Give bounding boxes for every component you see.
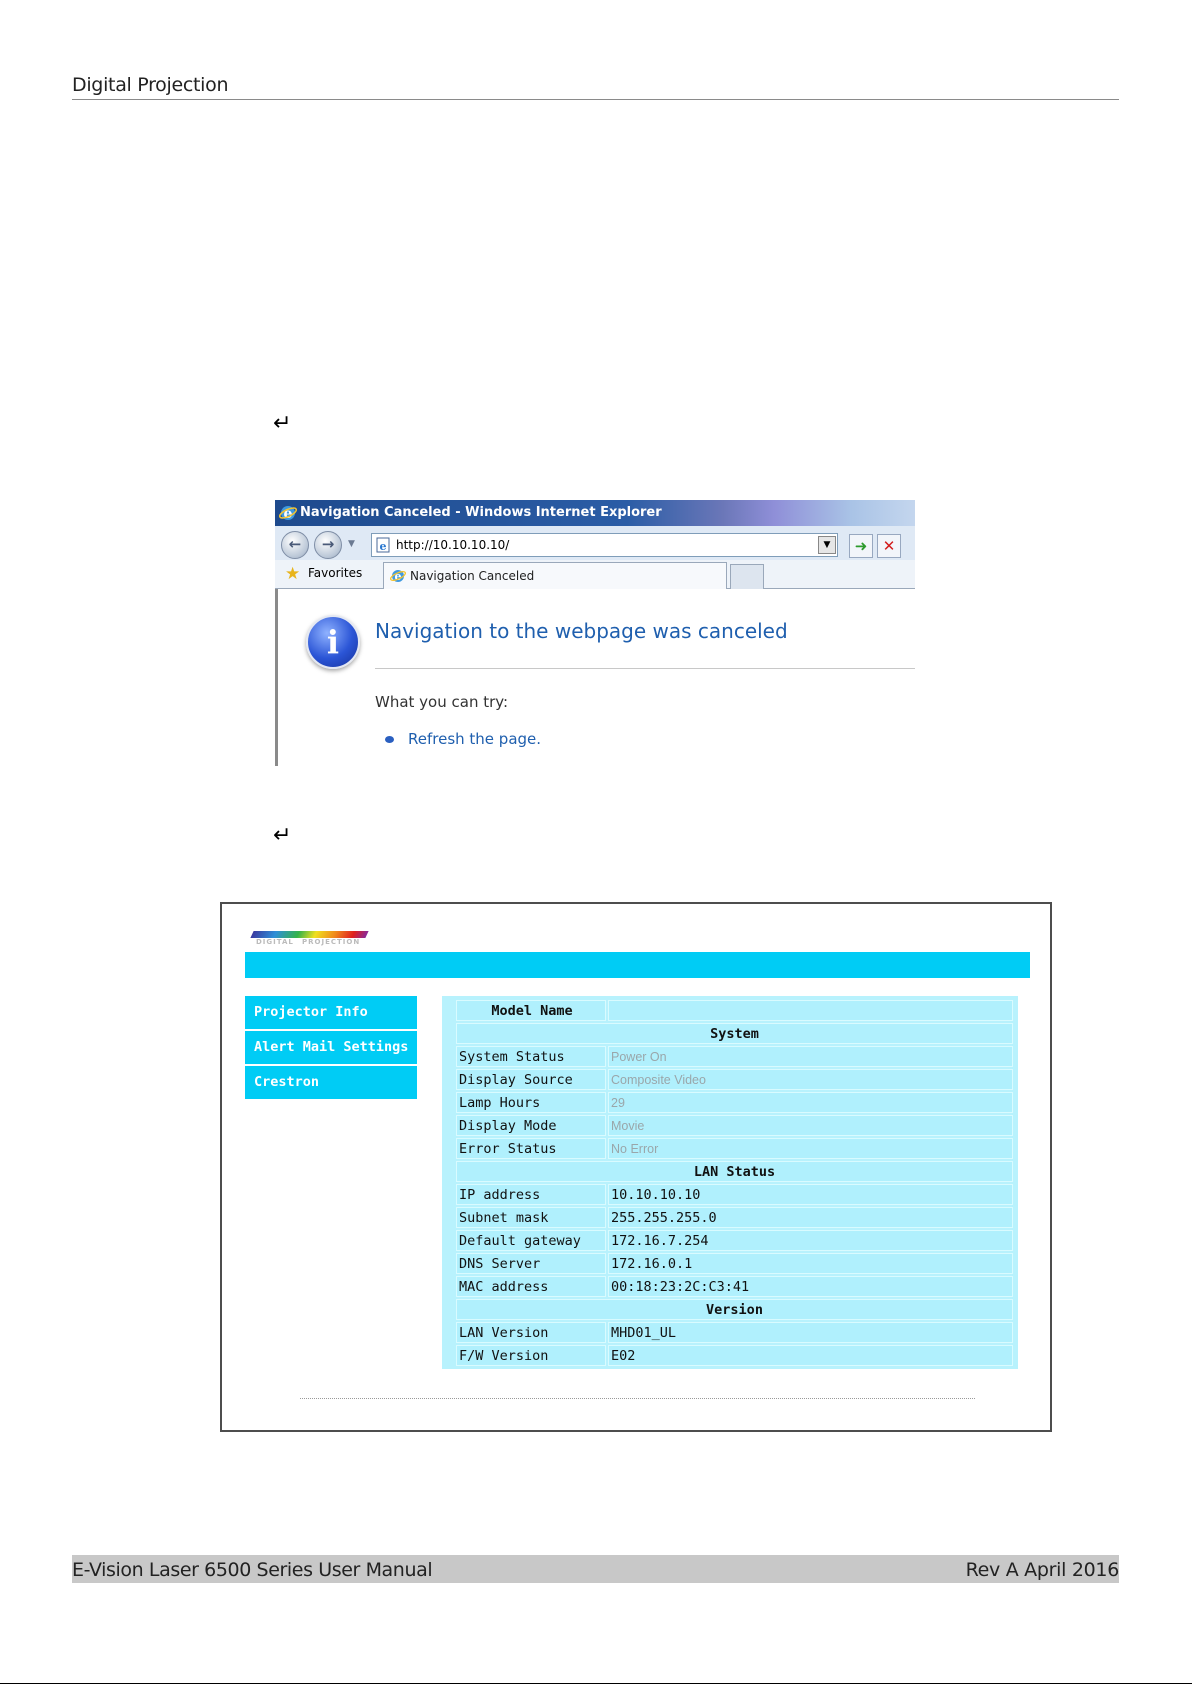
ie-screenshot [275, 500, 915, 766]
table-row [456, 1000, 1013, 1021]
table-row [456, 1138, 1013, 1159]
row-label: Subnet mask [456, 1207, 606, 1228]
row-value: No Error [608, 1138, 1013, 1159]
info-icon: i [306, 615, 360, 669]
row-value: Movie [608, 1115, 1013, 1136]
go-button[interactable]: ➜ [849, 534, 873, 558]
ie-window-title: Navigation Canceled - Windows Internet Explorer [300, 505, 662, 520]
ie-logo-icon [279, 504, 297, 522]
history-dropdown-icon[interactable]: ▼ [348, 539, 355, 549]
row-label: DNS Server [456, 1253, 606, 1274]
table-row [456, 1230, 1013, 1251]
table-row [456, 1069, 1013, 1090]
table-row [456, 1322, 1013, 1343]
address-bar[interactable] [371, 533, 838, 557]
side-menu [245, 996, 417, 1101]
section-row [456, 1161, 1013, 1182]
section-row [456, 1023, 1013, 1044]
bottom-rule [0, 1683, 1192, 1684]
model-name-value [608, 1000, 1013, 1021]
refresh-page-link[interactable]: Refresh the page. [408, 730, 542, 748]
ie-tab-icon [390, 568, 406, 584]
favorites-bar [275, 560, 915, 589]
forward-button[interactable]: → [314, 531, 342, 559]
section-system: System [456, 1023, 1013, 1044]
web-header-bar [245, 952, 1030, 978]
ie-title-bar [275, 500, 915, 526]
row-label: System Status [456, 1046, 606, 1067]
row-label: Default gateway [456, 1230, 606, 1251]
new-tab-button[interactable] [730, 564, 764, 589]
header-rule [72, 99, 1119, 100]
projector-info-table [442, 996, 1018, 1369]
table-row [456, 1276, 1013, 1297]
row-value: 10.10.10.10 [608, 1184, 1013, 1205]
row-value: 172.16.0.1 [608, 1253, 1013, 1274]
ie-page-content [275, 589, 915, 766]
menu-item-projector-info[interactable]: Projector Info [245, 996, 417, 1029]
svg-text:e: e [283, 506, 293, 522]
row-value: E02 [608, 1345, 1013, 1366]
enter-key-icon: ↵ [273, 823, 292, 848]
section-lan-status: LAN Status [456, 1161, 1013, 1182]
back-button[interactable]: ← [281, 531, 309, 559]
section-version: Version [456, 1299, 1013, 1320]
table-row [456, 1345, 1013, 1366]
bullet-icon [385, 736, 394, 743]
table-row [456, 1207, 1013, 1228]
table-row [456, 1092, 1013, 1113]
document-header: Digital Projection [72, 74, 229, 96]
table-row [456, 1115, 1013, 1136]
row-value: 255.255.255.0 [608, 1207, 1013, 1228]
tab-label: Navigation Canceled [410, 569, 535, 583]
footer-revision: Rev A April 2016 [965, 1559, 1119, 1581]
menu-item-alert-mail-settings[interactable]: Alert Mail Settings [245, 1031, 417, 1064]
row-label: Lamp Hours [456, 1092, 606, 1113]
row-label: Display Source [456, 1069, 606, 1090]
enter-key-icon: ↵ [273, 411, 292, 436]
tab-navigation-canceled[interactable] [383, 562, 727, 589]
row-label: Display Mode [456, 1115, 606, 1136]
row-label: Error Status [456, 1138, 606, 1159]
row-label: IP address [456, 1184, 606, 1205]
address-dropdown-icon[interactable]: ▼ [818, 536, 836, 554]
table-row [456, 1253, 1013, 1274]
footer-manual-title: E-Vision Laser 6500 Series User Manual [72, 1559, 433, 1581]
web-footer-rule [300, 1398, 975, 1399]
url-text: http://10.10.10.10/ [396, 538, 510, 552]
stop-button[interactable]: ✕ [877, 534, 901, 558]
svg-text:e: e [379, 540, 387, 553]
favorites-star-icon[interactable]: ★ [285, 564, 301, 584]
ie-nav-bar [275, 526, 915, 560]
model-name-label: Model Name [456, 1000, 606, 1021]
row-value: 172.16.7.254 [608, 1230, 1013, 1251]
page-icon [375, 537, 391, 553]
row-value: Power On [608, 1046, 1013, 1067]
content-divider [375, 668, 915, 669]
favorites-label[interactable]: Favorites [308, 566, 363, 580]
row-label: MAC address [456, 1276, 606, 1297]
what-you-can-try-label: What you can try: [375, 693, 509, 711]
row-value: 29 [608, 1092, 1013, 1113]
digital-projection-logo: DIGITAL PROJECTION [252, 929, 367, 947]
projector-web-ui [220, 902, 1052, 1432]
row-value: MHD01_UL [608, 1322, 1013, 1343]
row-value: 00:18:23:2C:C3:41 [608, 1276, 1013, 1297]
table-row [456, 1184, 1013, 1205]
svg-text:e: e [394, 570, 402, 583]
row-value: Composite Video [608, 1069, 1013, 1090]
menu-item-crestron[interactable]: Crestron [245, 1066, 417, 1099]
table-row [456, 1046, 1013, 1067]
canceled-heading: Navigation to the webpage was canceled [375, 619, 788, 643]
row-label: LAN Version [456, 1322, 606, 1343]
section-row [456, 1299, 1013, 1320]
row-label: F/W Version [456, 1345, 606, 1366]
